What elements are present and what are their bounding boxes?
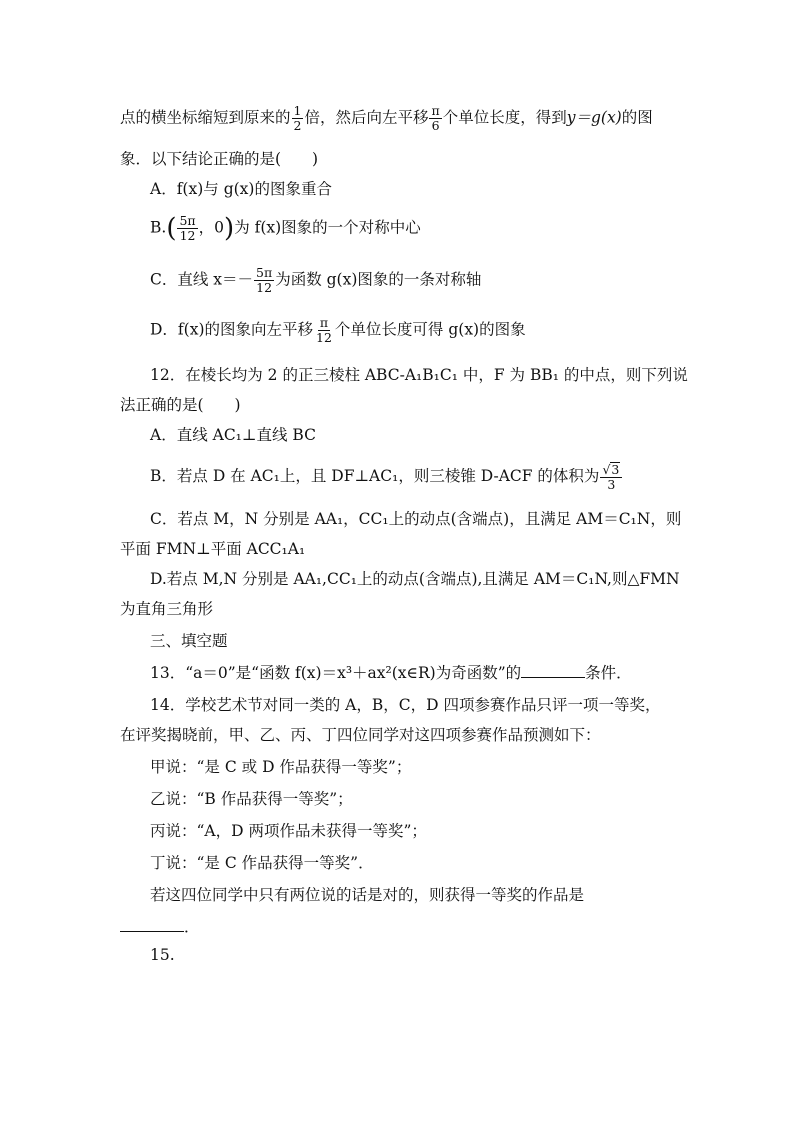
q11-option-a: A．f(x)与 g(x)的图象重合 [150,180,332,198]
frac-num: π [431,103,440,118]
frac-den: 6 [431,117,440,133]
fraction-5pi-12 [177,214,197,243]
q14-jia: 甲说：“是 C 或 D 作品获得一等奖”； [150,758,412,776]
option-text: D．f(x)的图象向左平移 [150,320,314,339]
fraction-sqrt3-3 [600,462,622,492]
frac-den: 12 [316,329,332,345]
q12-option-c-line2: 平面 FMN⊥平面 ACC₁A₁ [120,540,306,558]
q14-line1: 14．学校艺术节对同一类的 A，B，C，D 四项参赛作品只评一项一等奖， [150,696,661,714]
fraction-5pi-12 [254,266,274,295]
q14-answer-line [120,918,200,937]
coord-tail: ，0 [198,218,225,237]
fraction-pi-6 [429,104,441,133]
q14-end: ． [184,918,200,936]
q11-text: 个单位长度，得到 [442,108,567,127]
frac-num: √3 [600,462,622,478]
q11-intro-line1 [120,104,653,133]
answer-blank[interactable] [120,918,184,932]
right-paren: ) [224,213,235,244]
frac-num: 5π [179,213,196,228]
option-text: C．直线 x＝－ [150,270,254,289]
frac-num: 5π [256,265,273,280]
radicand: 3 [611,462,620,477]
q13-line [150,664,632,683]
q13-text: 13．“a＝0”是“函数 f(x)＝x³＋ax²(x∈R)为奇函数”的 [150,664,522,682]
answer-blank[interactable] [521,664,585,678]
frac-num: 1 [293,103,302,118]
q11-text: 的图 [621,108,653,127]
frac-den: 12 [179,227,196,243]
fraction-pi-12 [314,316,334,345]
section-heading: 三、填空题 [150,632,228,650]
q14-ding: 丁说：“是 C 作品获得一等奖”． [150,854,374,872]
left-paren: ( [166,213,177,244]
q12-stem-line2: 法正确的是( ) [120,396,241,414]
q11-text: 点的横坐标缩短到原来的 [120,108,291,127]
q11-option-b [150,214,421,243]
q12-option-d-line1: D.若点 M,N 分别是 AA₁,CC₁上的动点(含端点),且满足 AM＝C₁N,则△FMN [150,570,680,588]
frac-den: 2 [293,117,302,133]
q12-stem-line1: 12．在棱长均为 2 的正三棱柱 ABC-A₁B₁C₁ 中，F 为 BB₁ 的中点，则下列说 [150,366,688,384]
option-text: 为函数 g(x)图象的一条对称轴 [275,270,482,289]
q15-number: 15. [150,946,175,964]
q11-eq: y＝g(x) [566,108,622,127]
option-text: 个单位长度可得 g(x)的图象 [334,320,526,339]
frac-den: 12 [256,279,273,295]
q11-text: 倍，然后向左平移 [304,108,429,127]
q12-option-c-line1: C．若点 M，N 分别是 AA₁，CC₁上的动点(含端点)，且满足 AM＝C₁N，则 [150,510,682,528]
option-text: 为 f(x)图象的一个对称中心 [234,218,421,237]
q12-option-a: A．直线 AC₁⊥直线 BC [150,426,316,444]
q11-intro-line2: 象．以下结论正确的是( ) [120,150,319,168]
q14-line2: 在评奖揭晓前，甲、乙、丙、丁四位同学对这四项参赛作品预测如下： [120,726,601,744]
q13-tail: 条件． [585,664,632,682]
q14-conclusion: 若这四位同学中只有两位说的话是对的，则获得一等奖的作品是 [150,886,585,904]
frac-num: π [319,315,329,330]
q14-bing: 丙说：“A，D 两项作品未获得一等奖”； [150,822,427,840]
option-text: B．若点 D 在 AC₁上，且 DF⊥AC₁，则三棱锥 D-ACF 的体积为 [150,466,600,485]
q12-option-b [150,462,623,492]
q11-option-d [150,316,526,345]
option-label: B. [150,218,167,237]
q14-yi: 乙说：“B 作品获得一等奖”； [150,790,353,808]
q11-option-c [150,266,481,295]
fraction-half [292,104,304,133]
frac-den: 3 [607,476,616,492]
q12-option-d-line2: 为直角三角形 [120,600,214,618]
